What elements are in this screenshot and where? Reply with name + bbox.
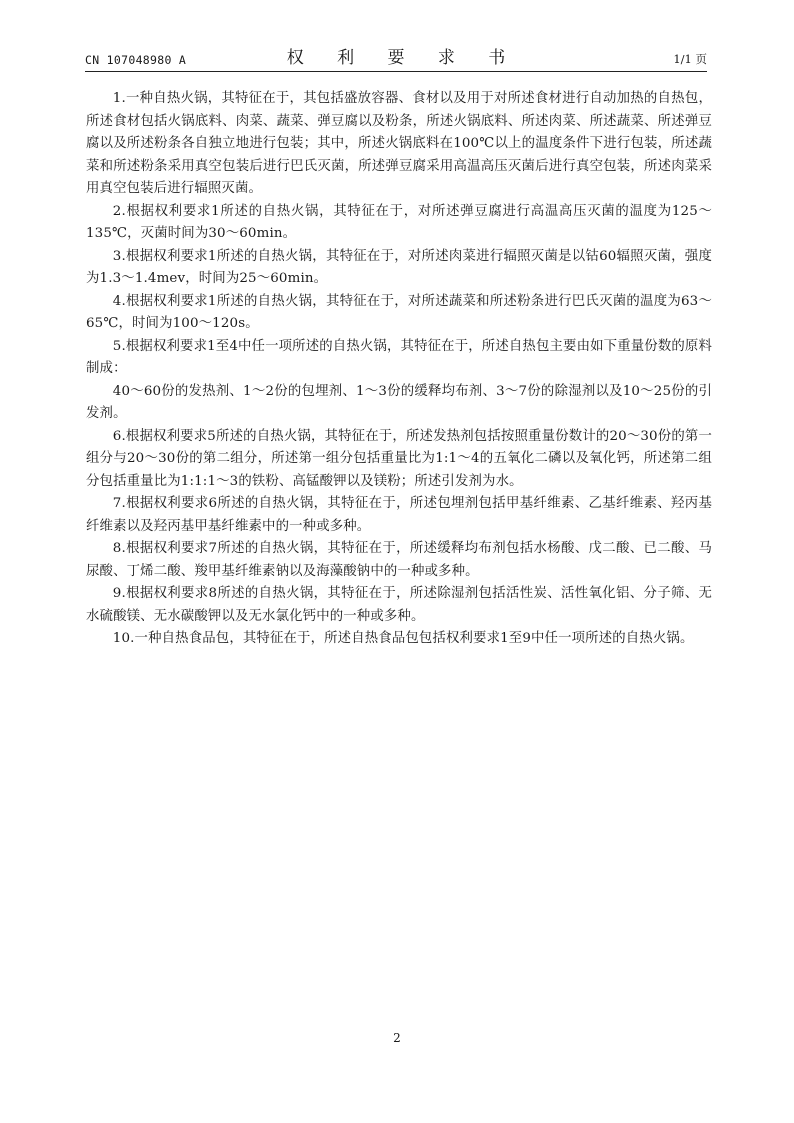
claim-4: 4.根据权利要求1所述的自热火锅，其特征在于，对所述蔬菜和所述粉条进行巴氏灭菌的温度为63～65℃，时间为100～120s。 [86, 293, 712, 331]
page-number: 2 [393, 1031, 401, 1045]
claim-3: 3.根据权利要求1所述的自热火锅，其特征在于，对所述肉菜进行辐照灭菌是以钴60辐照灭菌，强度为1.3～1.4mev，时间为25～60min。 [86, 248, 712, 286]
claim-10: 10.一种自热食品包，其特征在于，所述自热食品包包括权利要求1至9中任一项所述的自热火锅。 [112, 631, 694, 646]
claim-5-composition: 40～60份的发热剂、1～2份的包埋剂、1～3份的缓释均布剂、3～7份的除湿剂以及10～25份的引发剂。 [86, 383, 712, 421]
claim-1: 1.一种自热火锅，其特征在于，其包括盛放容器、食材以及用于对所述食材进行自动加热的自热包，所述食材包括火锅底料、肉菜、蔬菜、弹豆腐以及粉条，所述火锅底料、所述肉菜、所述蔬菜、所述弹豆腐以及所述粉条各自独立地进行包装；其中，所述火锅底料在100℃以上的温度条件下进行包装，所述蔬菜和所述粉条采用真空包装后进行巴氏灭菌，所述弹豆腐采用高温高压灭菌后进行真空包装，所述肉菜采用真空包装后进行辐照灭菌。 [86, 91, 712, 196]
page-header [85, 44, 707, 70]
publication-number: CN 107048980 A [85, 53, 187, 67]
claim-2: 2.根据权利要求1所述的自热火锅，其特征在于，对所述弹豆腐进行高温高压灭菌的温度为125～135℃，灭菌时间为30～60min。 [86, 203, 712, 241]
claim-5: 5.根据权利要求1至4中任一项所述的自热火锅，其特征在于，所述自热包主要由如下重量份数的原料制成： [86, 338, 712, 376]
header-divider [85, 71, 707, 72]
claim-7: 7.根据权利要求6所述的自热火锅，其特征在于，所述包埋剂包括甲基纤维素、乙基纤维素、羟丙基纤维素以及羟丙基甲基纤维素中的一种或多种。 [86, 496, 712, 534]
claim-8: 8.根据权利要求7所述的自热火锅，其特征在于，所述缓释均布剂包括水杨酸、戊二酸、已二酸、马尿酸、丁烯二酸、羧甲基纤维素钠以及海藻酸钠中的一种或多种。 [86, 541, 712, 579]
claims-body [86, 88, 712, 651]
page-count: 1/1 页 [673, 52, 707, 66]
claim-6: 6.根据权利要求5所述的自热火锅，其特征在于，所述发热剂包括按照重量份数计的20～30份的第一组分与20～30份的第二组分，所述第一组分包括重量比为1:1～4的五氧化二磷以及氧化钙，所述第二组分包括重量比为1:1:1～3的铁粉、高锰酸钾以及镁粉；所述引发剂为水。 [86, 428, 712, 489]
claim-9: 9.根据权利要求8所述的自热火锅，其特征在于，所述除湿剂包括活性炭、活性氧化铝、分子筛、无水硫酸镁、无水碳酸钾以及无水氯化钙中的一种或多种。 [86, 586, 712, 624]
document-title: 权 利 要 求 书 [286, 48, 520, 68]
